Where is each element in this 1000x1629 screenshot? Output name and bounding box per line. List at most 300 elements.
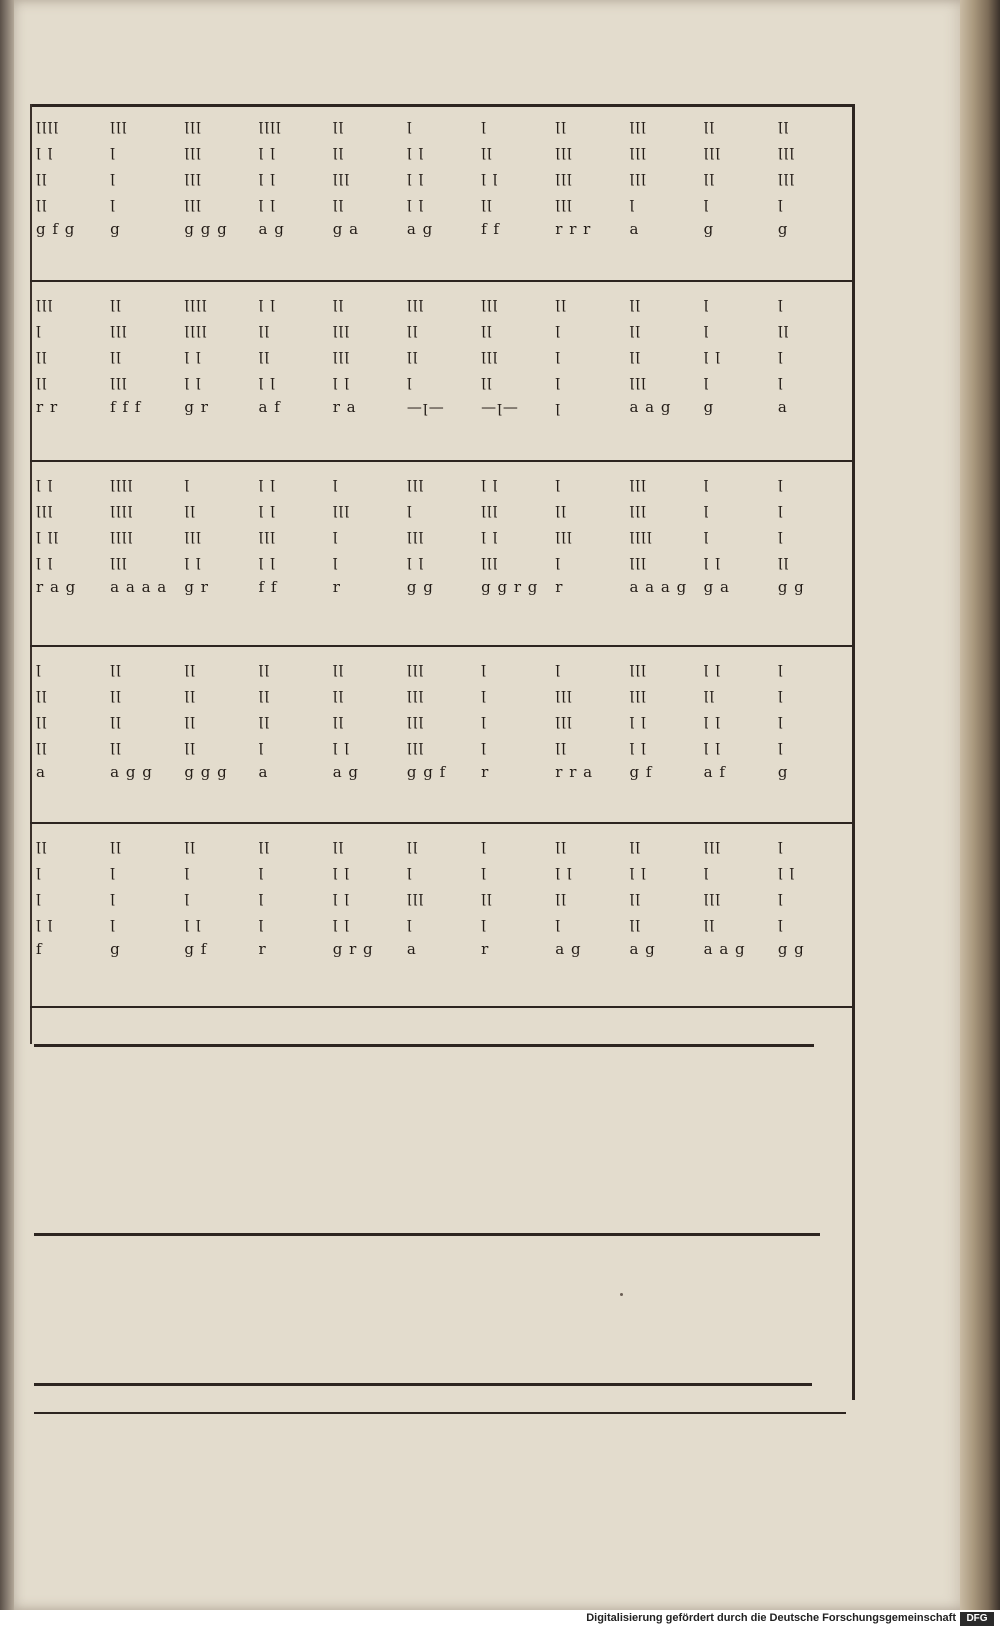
blank-row-rule: [34, 1233, 820, 1236]
notation-glyph: ꞁ: [555, 372, 562, 390]
notation-glyph: ꞁ: [777, 836, 784, 854]
notation-glyph: ꞁ: [777, 711, 784, 729]
notation-glyph: ꞁ: [555, 659, 562, 677]
notation-cell: [259, 655, 329, 817]
notation-glyph: ꞁ ꞁ: [406, 168, 425, 186]
notation-glyph: ꞁꞁ: [184, 836, 196, 854]
notation-glyph: ꞁꞁ: [110, 685, 122, 703]
notation-glyph: ꞁ: [777, 294, 784, 312]
notation-glyph: ꞁꞁꞁ: [629, 500, 647, 518]
notation-glyph: ꞁ: [555, 320, 562, 338]
notation-glyph: ꞁꞁ: [110, 294, 122, 312]
notation-cell: [110, 112, 180, 277]
notation-glyph: ꞁ ꞁ: [703, 346, 721, 364]
notation-glyph: ꞁꞁ: [703, 685, 716, 703]
notation-row: [36, 112, 848, 277]
notation-cell: [629, 290, 699, 455]
notation-glyph: ꞁꞁ: [629, 914, 642, 932]
notation-glyph: ꞁꞁ: [777, 116, 790, 134]
notation-glyph: ꞁꞁꞁ: [110, 116, 128, 134]
notation-glyph: ꞁꞁ: [481, 888, 493, 906]
notation-glyph: g f: [184, 940, 208, 958]
notation-glyph: ꞁꞁꞁ: [629, 116, 647, 134]
notation-glyph: ꞁ ꞁ: [629, 737, 647, 755]
notation-glyph: ꞁ: [703, 372, 710, 390]
notation-glyph: f: [36, 940, 43, 958]
notation-glyph: ꞁ: [777, 914, 784, 932]
notation-glyph: g a: [332, 220, 360, 238]
notation-glyph: ꞁꞁꞁ: [703, 836, 722, 854]
notation-glyph: ꞁꞁꞁ: [258, 526, 276, 544]
notation-glyph: ꞁꞁ: [332, 685, 345, 703]
notation-cell: [110, 832, 180, 1002]
notation-glyph: ꞁ: [184, 862, 191, 880]
notation-glyph: ꞁ: [406, 116, 413, 134]
blank-row-rule: [34, 1383, 812, 1386]
notation-glyph: ꞁꞁ: [36, 194, 48, 212]
notation-glyph: ꞁꞁ: [332, 711, 345, 729]
notation-glyph: ꞁꞁ: [555, 294, 567, 312]
notation-glyph: ꞁꞁ: [258, 659, 271, 677]
notation-glyph: r a g: [36, 578, 77, 596]
notation-glyph: ꞁ: [481, 836, 487, 854]
notation-glyph: ꞁ: [406, 372, 413, 390]
digitization-footer: [0, 1610, 1000, 1629]
notation-glyph: ꞁ ꞁ: [36, 552, 54, 570]
notation-glyph: ꞁꞁꞁ: [406, 526, 425, 544]
notation-glyph: ꞁꞁ: [36, 711, 48, 729]
notation-glyph: ꞁꞁ: [110, 836, 122, 854]
notation-cell: [333, 290, 403, 455]
notation-glyph: ꞁꞁ: [555, 737, 567, 755]
notation-glyph: ꞁ ꞁ: [332, 914, 351, 932]
row-divider: [30, 645, 852, 647]
notation-glyph: r: [258, 940, 267, 958]
notation-glyph: g: [110, 220, 121, 238]
notation-glyph: ꞁ: [555, 398, 562, 416]
notation-cell: [110, 655, 180, 817]
notation-glyph: ꞁꞁꞁ: [184, 116, 202, 134]
notation-glyph: ꞁ ꞁ: [703, 659, 721, 677]
notation-cell: [407, 832, 477, 1002]
notation-cell: [704, 112, 774, 277]
notation-glyph: ꞁꞁ: [332, 116, 345, 134]
notation-glyph: ꞁꞁ: [629, 294, 642, 312]
notation-glyph: a g: [555, 940, 582, 958]
notation-glyph: ꞁ ꞁ: [406, 142, 425, 160]
notation-glyph: ꞁ: [777, 526, 784, 544]
notation-cell: [629, 832, 699, 1002]
notation-glyph: ꞁꞁꞁ: [406, 294, 425, 312]
notation-glyph: ꞁ ꞁ: [777, 862, 796, 880]
notation-cell: [555, 832, 625, 1002]
notation-glyph: ꞁ: [703, 500, 710, 518]
notation-cell: [184, 112, 254, 277]
notation-glyph: g f g: [36, 220, 76, 238]
notation-glyph: ꞁꞁ: [481, 372, 493, 390]
notation-glyph: ꞁ: [110, 862, 116, 880]
notation-glyph: ꞁꞁꞁ: [555, 685, 573, 703]
notation-glyph: g: [777, 763, 789, 781]
notation-glyph: ꞁꞁꞁ: [406, 659, 425, 677]
notation-cell: [555, 290, 625, 455]
notation-glyph: ꞁꞁ: [629, 320, 642, 338]
notation-glyph: ꞁ: [110, 194, 116, 212]
notation-glyph: ꞁꞁꞁꞁ: [258, 116, 282, 134]
notation-cell: [778, 655, 848, 817]
notation-glyph: ꞁ ꞁ: [258, 168, 276, 186]
notation-glyph: ꞁ: [777, 474, 784, 492]
notation-glyph: ꞁ: [703, 320, 710, 338]
notation-glyph: ꞁꞁꞁ: [555, 711, 573, 729]
notation-glyph: ꞁꞁ: [110, 659, 122, 677]
notation-glyph: ꞁꞁ: [481, 194, 493, 212]
notation-glyph: g: [777, 220, 789, 238]
notation-glyph: ꞁ: [703, 474, 710, 492]
notation-glyph: ꞁ: [777, 737, 784, 755]
notation-glyph: f f: [258, 578, 278, 596]
notation-cell: [555, 470, 625, 640]
notation-glyph: ꞁ ꞁ: [258, 194, 276, 212]
notation-glyph: ꞁ: [110, 914, 116, 932]
notation-glyph: ꞁ: [332, 552, 339, 570]
notation-glyph: ꞁꞁꞁꞁ: [184, 320, 208, 338]
notation-glyph: ꞁ ꞁ: [332, 862, 351, 880]
notation-glyph: g r g: [332, 940, 374, 958]
notation-glyph: ꞁꞁꞁꞁ: [629, 526, 653, 544]
notation-glyph: ꞁꞁꞁ: [406, 474, 425, 492]
notation-glyph: ꞁ: [110, 168, 116, 186]
notation-glyph: ꞁꞁꞁ: [481, 552, 499, 570]
notation-glyph: ꞁꞁ: [36, 737, 48, 755]
notation-glyph: g g: [406, 578, 434, 596]
notation-glyph: ꞁꞁꞁ: [110, 552, 128, 570]
notation-cell: [629, 470, 699, 640]
page-edges: [960, 0, 1000, 1610]
notation-glyph: ꞁ: [777, 500, 784, 518]
notation-glyph: ꞁꞁ: [481, 142, 493, 160]
notation-cell: [407, 290, 477, 455]
notation-glyph: ꞁ: [555, 474, 562, 492]
notation-glyph: ꞁꞁ: [36, 836, 48, 854]
notation-cell: [333, 112, 403, 277]
notation-cell: [333, 832, 403, 1002]
notation-glyph: ꞁꞁ: [332, 194, 345, 212]
notation-cell: [704, 655, 774, 817]
page-gutter: [0, 0, 14, 1629]
notation-glyph: g g g: [184, 220, 228, 238]
notation-cell: [184, 832, 254, 1002]
notation-glyph: ꞁꞁ: [555, 888, 567, 906]
notation-glyph: ꞁ ꞁ: [629, 711, 647, 729]
notation-glyph: ꞁ: [777, 346, 784, 364]
notation-glyph: ꞁ: [481, 711, 487, 729]
notation-glyph: ꞁ: [481, 116, 487, 134]
notation-glyph: a a a a: [110, 578, 168, 596]
notation-glyph: ꞁ ꞁꞁ: [36, 526, 60, 544]
notation-cell: [778, 470, 848, 640]
notation-glyph: ꞁ: [703, 194, 710, 212]
table-bottom-rule: [34, 1044, 814, 1047]
notation-glyph: ꞁꞁꞁ: [110, 372, 128, 390]
notation-glyph: g g g: [184, 763, 228, 781]
notation-glyph: ꞁ ꞁ: [406, 552, 425, 570]
notation-glyph: ꞁꞁ: [777, 320, 790, 338]
notation-glyph: ꞁꞁ: [703, 914, 716, 932]
notation-glyph: ꞁꞁꞁ: [703, 888, 722, 906]
notation-glyph: ꞁꞁꞁ: [555, 168, 573, 186]
notation-cell: [555, 112, 625, 277]
notation-glyph: ꞁꞁ: [406, 346, 419, 364]
notation-cell: [778, 832, 848, 1002]
notation-cell: [36, 832, 106, 1002]
notation-glyph: r: [332, 578, 341, 596]
notation-cell: [259, 470, 329, 640]
notation-glyph: a: [777, 398, 788, 416]
notation-cell: [184, 655, 254, 817]
notation-glyph: ꞁꞁꞁ: [184, 526, 202, 544]
notation-glyph: ꞁꞁ: [555, 836, 567, 854]
notation-glyph: g r: [184, 398, 209, 416]
notation-glyph: ꞁꞁꞁ: [406, 711, 425, 729]
notation-glyph: ꞁꞁ: [110, 737, 122, 755]
notation-glyph: ꞁꞁꞁ: [184, 194, 202, 212]
notation-glyph: ꞁꞁꞁ: [332, 346, 351, 364]
notation-glyph: ꞁ: [555, 914, 562, 932]
row-divider: [30, 280, 852, 282]
notation-glyph: ꞁꞁ: [481, 320, 493, 338]
notation-glyph: ꞁ: [36, 659, 42, 677]
notation-glyph: g g: [777, 578, 805, 596]
notation-glyph: ꞁꞁ: [555, 116, 567, 134]
notation-glyph: ꞁꞁꞁꞁ: [110, 526, 134, 544]
notation-glyph: ꞁꞁ: [629, 836, 642, 854]
notation-glyph: ꞁ: [110, 142, 116, 160]
notation-glyph: ꞁ ꞁ: [36, 142, 54, 160]
notation-glyph: ꞁꞁꞁ: [777, 168, 796, 186]
notation-cell: [555, 655, 625, 817]
notation-cell: [629, 655, 699, 817]
notation-glyph: ꞁꞁꞁ: [36, 500, 54, 518]
notation-glyph: ꞁ ꞁ: [184, 552, 202, 570]
notation-glyph: ꞁ ꞁ: [184, 372, 202, 390]
notation-glyph: ꞁ ꞁ: [258, 294, 276, 312]
notation-cell: [629, 112, 699, 277]
notation-glyph: a f: [258, 398, 281, 416]
notation-glyph: ꞁ ꞁ: [481, 526, 499, 544]
notation-glyph: ꞁꞁ: [184, 685, 196, 703]
notation-glyph: ꞁꞁꞁ: [555, 142, 573, 160]
notation-glyph: r: [481, 940, 490, 958]
notation-glyph: ꞁꞁ: [332, 836, 345, 854]
notation-cell: [259, 832, 329, 1002]
notation-cell: [704, 832, 774, 1002]
notation-glyph: f f f: [110, 398, 142, 416]
notation-glyph: ꞁꞁꞁ: [184, 168, 202, 186]
notation-glyph: ꞁ: [406, 914, 413, 932]
notation-glyph: ꞁꞁꞁ: [703, 142, 722, 160]
notation-glyph: ꞁꞁꞁꞁ: [110, 500, 134, 518]
notation-cell: [481, 112, 551, 277]
notation-glyph: g: [110, 940, 121, 958]
notation-glyph: ꞁꞁꞁ: [110, 320, 128, 338]
notation-glyph: ꞁꞁꞁ: [184, 142, 202, 160]
notation-glyph: g r: [184, 578, 209, 596]
notation-glyph: a g: [332, 763, 360, 781]
notation-glyph: ꞁ ꞁ: [258, 552, 276, 570]
notation-glyph: ꞁ: [36, 888, 42, 906]
notation-glyph: ꞁ ꞁ: [555, 862, 573, 880]
notation-glyph: ꞁꞁ: [184, 711, 196, 729]
notation-glyph: ꞁ: [555, 346, 562, 364]
notation-glyph: r r a: [555, 763, 594, 781]
notation-glyph: ꞁꞁꞁ: [629, 659, 647, 677]
notation-glyph: ꞁ ꞁ: [703, 737, 721, 755]
notation-glyph: g f: [629, 763, 653, 781]
notation-glyph: ꞁꞁꞁꞁ: [36, 116, 60, 134]
notation-cell: [704, 470, 774, 640]
notation-glyph: ꞁꞁꞁ: [332, 500, 351, 518]
notation-cell: [407, 470, 477, 640]
notation-row: [36, 290, 848, 455]
notation-glyph: ꞁ: [184, 888, 191, 906]
notation-glyph: ꞁꞁꞁ: [555, 194, 573, 212]
notation-glyph: ꞁꞁꞁ: [406, 737, 425, 755]
notation-glyph: ꞁꞁꞁ: [332, 168, 351, 186]
notation-glyph: ꞁꞁꞁ: [481, 346, 499, 364]
notation-glyph: ꞁꞁ: [258, 836, 271, 854]
dfg-logo: DFG: [960, 1612, 994, 1626]
notation-glyph: a: [406, 940, 417, 958]
notation-glyph: a f: [703, 763, 726, 781]
notation-glyph: g g: [777, 940, 805, 958]
notation-glyph: ꞁ ꞁ: [629, 862, 647, 880]
notation-glyph: ꞁ: [258, 888, 265, 906]
notation-glyph: a: [36, 763, 46, 781]
notation-glyph: ꞁ: [332, 526, 339, 544]
notation-glyph: ꞁ: [703, 294, 710, 312]
notation-cell: [481, 290, 551, 455]
footer-credit: Digitalisierung gefördert durch die Deutsche Forschungsgemeinschaft: [586, 1612, 956, 1624]
notation-glyph: a a g: [629, 398, 672, 416]
notation-glyph: ꞁ: [332, 474, 339, 492]
notation-glyph: ꞁ: [481, 737, 487, 755]
notation-glyph: ꞁ ꞁ: [36, 474, 54, 492]
notation-glyph: a g: [406, 220, 434, 238]
notation-glyph: g: [703, 398, 715, 416]
notation-glyph: ꞁꞁ: [36, 685, 48, 703]
notation-glyph: ꞁ ꞁ: [184, 346, 202, 364]
notation-glyph: ꞁꞁ: [777, 552, 790, 570]
notation-glyph: ꞁꞁꞁ: [629, 474, 647, 492]
notation-glyph: g g f: [406, 763, 447, 781]
notation-glyph: r: [481, 763, 490, 781]
notation-glyph: ꞁꞁ: [258, 711, 271, 729]
notation-glyph: ꞁꞁꞁꞁ: [110, 474, 134, 492]
row-divider: [30, 460, 852, 462]
notation-cell: [36, 290, 106, 455]
notation-glyph: ꞁ: [703, 862, 710, 880]
notation-glyph: g: [703, 220, 715, 238]
notation-glyph: ꞁꞁ: [110, 346, 122, 364]
notation-glyph: ꞁꞁꞁ: [481, 500, 499, 518]
notation-glyph: ꞁ: [36, 320, 42, 338]
notation-glyph: ꞁ ꞁ: [332, 888, 351, 906]
notation-glyph: ꞁꞁ: [629, 888, 642, 906]
notation-glyph: ꞁ: [481, 914, 487, 932]
notation-glyph: ꞁꞁ: [703, 168, 716, 186]
notation-glyph: ꞁ ꞁ: [481, 168, 499, 186]
notation-glyph: ꞁ ꞁ: [36, 914, 54, 932]
notation-glyph: ꞁ ꞁ: [258, 372, 276, 390]
notation-glyph: ꞁꞁꞁ: [629, 552, 647, 570]
notation-glyph: a g: [258, 220, 285, 238]
notation-glyph: r r r: [555, 220, 592, 238]
notation-glyph: —ꞁ—: [481, 398, 519, 416]
row-divider: [30, 822, 852, 824]
notation-cell: [481, 655, 551, 817]
notation-glyph: ꞁ: [629, 194, 636, 212]
notation-glyph: ꞁ: [777, 659, 784, 677]
notation-cell: [110, 470, 180, 640]
notation-glyph: ꞁꞁ: [184, 659, 196, 677]
notation-glyph: ꞁ: [777, 888, 784, 906]
notation-row: [36, 655, 848, 817]
notation-glyph: ꞁ: [110, 888, 116, 906]
notation-glyph: ꞁꞁ: [406, 320, 419, 338]
notation-glyph: ꞁꞁꞁ: [36, 294, 54, 312]
notation-glyph: a: [258, 763, 269, 781]
notation-cell: [481, 832, 551, 1002]
notation-cell: [778, 290, 848, 455]
final-rule: [34, 1412, 846, 1414]
notation-glyph: r a: [332, 398, 357, 416]
notation-glyph: a: [629, 220, 640, 238]
notation-row: [36, 470, 848, 640]
notation-glyph: ꞁꞁꞁ: [555, 526, 573, 544]
notation-cell: [407, 655, 477, 817]
notation-glyph: ꞁ: [481, 862, 487, 880]
notation-glyph: ꞁꞁ: [36, 372, 48, 390]
notation-cell: [36, 470, 106, 640]
notation-glyph: ꞁ: [777, 685, 784, 703]
notation-glyph: ꞁꞁ: [258, 685, 271, 703]
notation-glyph: a g: [629, 940, 656, 958]
notation-glyph: ꞁꞁ: [703, 116, 716, 134]
notation-row: [36, 832, 848, 1002]
notation-glyph: ꞁ: [555, 552, 562, 570]
notation-glyph: ꞁꞁ: [258, 346, 271, 364]
notation-glyph: ꞁꞁ: [555, 500, 567, 518]
notation-glyph: ꞁ ꞁ: [703, 711, 721, 729]
notation-glyph: ꞁ ꞁ: [184, 914, 202, 932]
notation-glyph: ꞁꞁ: [406, 836, 419, 854]
notation-glyph: ꞁꞁꞁ: [406, 685, 425, 703]
notation-glyph: ꞁ ꞁ: [332, 737, 351, 755]
notation-cell: [36, 112, 106, 277]
paper-speck: [620, 1293, 623, 1296]
notation-glyph: ꞁ: [481, 685, 487, 703]
notation-glyph: ꞁ ꞁ: [258, 142, 276, 160]
notation-glyph: ꞁ ꞁ: [406, 194, 425, 212]
notation-cell: [704, 290, 774, 455]
notation-glyph: ꞁꞁꞁ: [332, 320, 351, 338]
notation-glyph: ꞁ ꞁ: [258, 474, 276, 492]
notation-glyph: r r: [36, 398, 59, 416]
notation-glyph: ꞁꞁ: [332, 294, 345, 312]
notation-glyph: ꞁ: [777, 194, 784, 212]
notation-cell: [481, 470, 551, 640]
